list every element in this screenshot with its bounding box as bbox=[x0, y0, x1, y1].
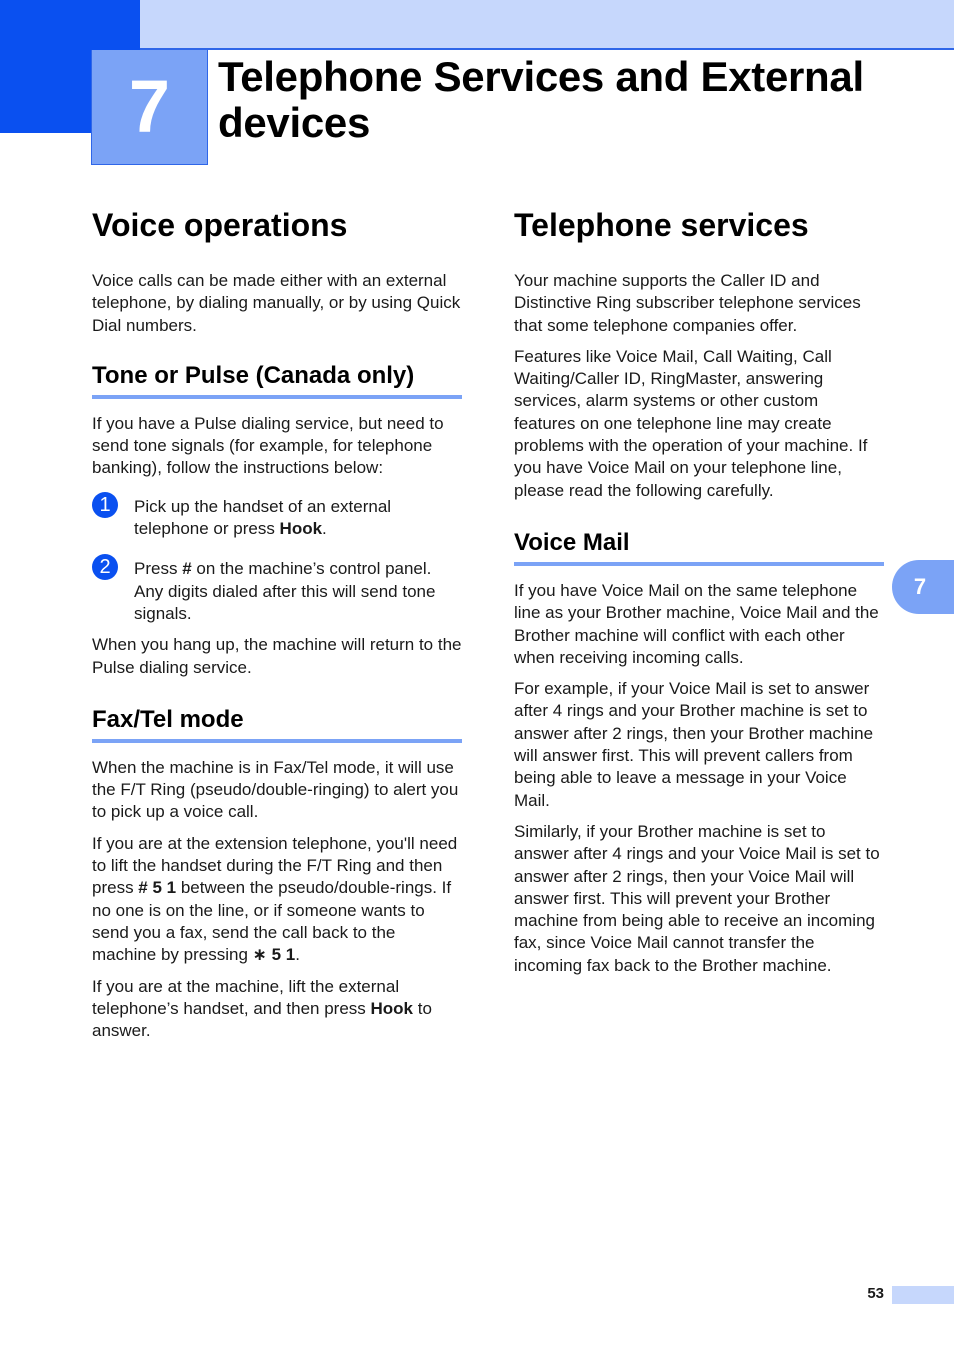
header-rule bbox=[140, 48, 954, 50]
step-2 bbox=[92, 558, 462, 625]
fax-tel-p2: If you are at the extension telephone, you'll need to lift the handset during the F/T Ring and then press # 5 1 between the pseudo/double-rings. If no one is on the line, or if someone wants to send you a fax, send the call back to the machine by pressing ∗ 5 1. bbox=[92, 833, 458, 965]
footer-bar bbox=[892, 1286, 954, 1304]
voice-mail-p1: If you have Voice Mail on the same telephone line as your Brother machine, Voice Mail and the Brother machine will conflict with each other when receiving incoming calls. bbox=[514, 580, 879, 667]
step-2-text: Press # on the machine’s control panel. Any digits dialed after this will send tone signals. bbox=[134, 559, 436, 623]
telephone-services-p2: Features like Voice Mail, Call Waiting, Call Waiting/Caller ID, RingMaster, answering services, alarm systems or other custom features on one telephone line may create problems with the operation of your machine. If you have Voice Mail on your telephone line, please read the following carefully. bbox=[514, 346, 868, 500]
telephone-services-p1: Your machine supports the Caller ID and Distinctive Ring subscriber telephone services that some telephone companies offer. bbox=[514, 271, 861, 335]
page-number: 53 bbox=[867, 1285, 884, 1302]
chapter-title: Telephone Services and External devices bbox=[218, 53, 864, 146]
fax-tel-p3: If you are at the machine, lift the external telephone’s handset, and then press Hook to answer. bbox=[92, 976, 432, 1041]
chapter-number-box: 7 bbox=[91, 50, 208, 165]
voice-mail-heading: Voice Mail bbox=[514, 528, 884, 566]
header-band bbox=[140, 0, 954, 48]
step-2-number-icon: 2 bbox=[92, 554, 118, 580]
step-1 bbox=[92, 493, 462, 541]
voice-operations-heading: Voice operations bbox=[92, 207, 348, 243]
right-column bbox=[514, 206, 884, 986]
voice-mail-p3: Similarly, if your Brother machine is set to answer after 4 rings and your Voice Mail is set to answer after 2 rings, then your Voice Mail will answer first. This will prevent your Brother machine from being able to receive an incoming fax, since Voice Mail cannot transfer the incoming fax back to the Brother machine. bbox=[514, 821, 880, 975]
left-column bbox=[92, 206, 462, 1051]
fax-tel-p1: When the machine is in Fax/Tel mode, it will use the F/T Ring (pseudo/double-ringing) to alert you to pick up a voice call. bbox=[92, 757, 459, 822]
step-1-number-icon: 1 bbox=[92, 492, 118, 518]
tone-pulse-intro: If you have a Pulse dialing service, but need to send tone signals (for example, for telephone banking), follow the instructions below: bbox=[92, 413, 444, 478]
tone-pulse-outro: When you hang up, the machine will return to the Pulse dialing service. bbox=[92, 635, 462, 677]
telephone-services-heading: Telephone services bbox=[514, 207, 809, 243]
voice-mail-p2: For example, if your Voice Mail is set to answer after 4 rings and your Brother machine is set to answer after 2 rings, then your Brother machine will answer first. This will prevent callers from being able to leave a message in your Voice Mail. bbox=[514, 679, 874, 810]
tone-pulse-heading: Tone or Pulse (Canada only) bbox=[92, 361, 462, 399]
fax-tel-heading: Fax/Tel mode bbox=[92, 705, 462, 743]
voice-operations-intro: Voice calls can be made either with an external telephone, by dialing manually, or by using Quick Dial numbers. bbox=[92, 271, 461, 335]
chapter-side-tab: 7 bbox=[892, 560, 954, 614]
step-1-text: Pick up the handset of an external telephone or press Hook. bbox=[134, 496, 392, 539]
